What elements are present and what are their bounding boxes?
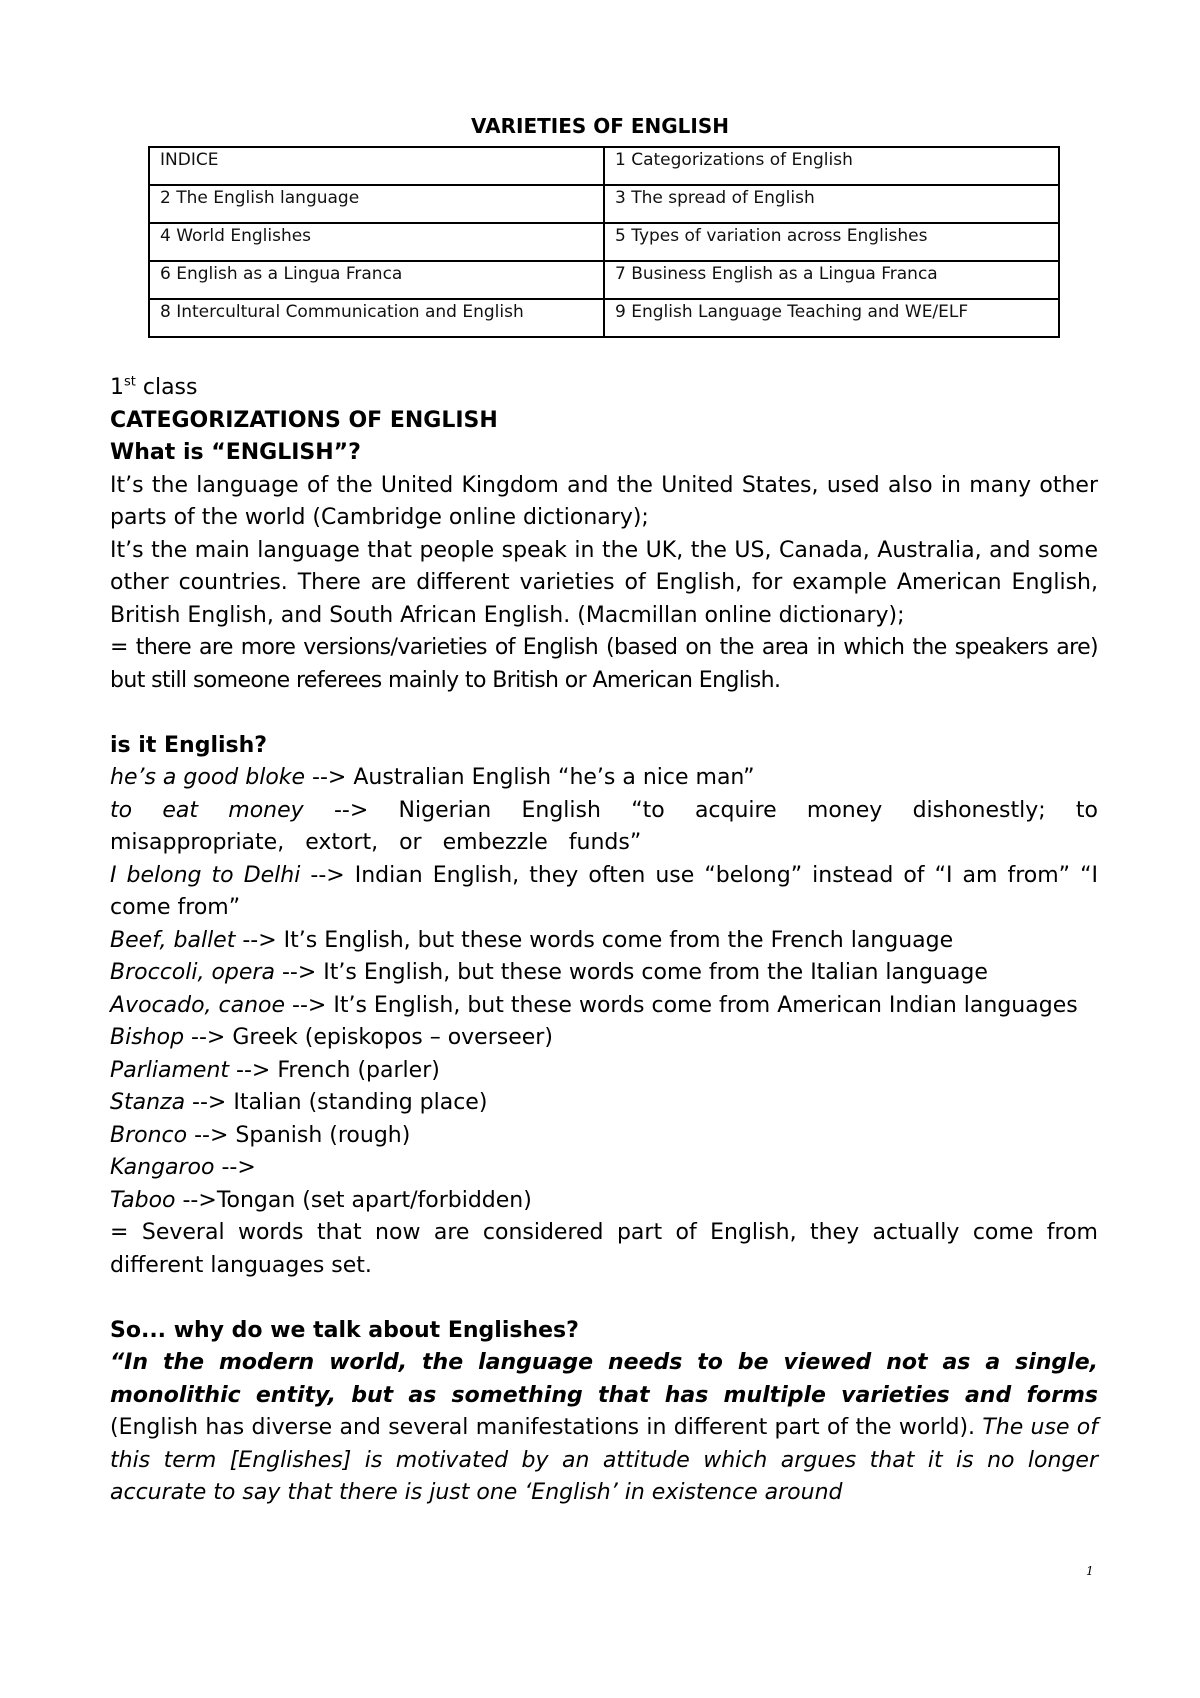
example-item: he’s a good bloke --> Australian English “he’s a nice man” [110, 765, 755, 790]
example-item: to eat money --> Nigerian English “to acquire money dishonestly; to misappropriate, extort, or embezzle funds” [110, 797, 1098, 855]
index-table [148, 146, 1060, 338]
table-cell: 1 Categorizations of English [604, 147, 1059, 185]
table-cell: INDICE [149, 147, 604, 185]
definition-summary: = there are more versions/varieties of English (based on the area in which the speakers are) but still someone referees mainly to British or American English. [110, 635, 1098, 693]
examples-heading: is it English? [110, 732, 268, 758]
section-heading: CATEGORIZATIONS OF ENGLISH [110, 407, 498, 433]
definition-cambridge: It’s the language of the United Kingdom and the United States, used also in many other parts of the world (Cambridge online dictionary); [110, 472, 1098, 530]
example-item: Parliament --> French (parler) [110, 1057, 440, 1083]
example-item: I belong to Delhi --> Indian English, they often use “belong” instead of “I am from” “I come from” [110, 862, 1098, 920]
question-heading: What is “ENGLISH”? [110, 440, 361, 465]
table-cell: 4 World Englishes [149, 223, 604, 261]
document-title: VARIETIES OF ENGLISH [471, 114, 729, 138]
table-row [149, 299, 1059, 337]
page-number: 1 [1086, 1564, 1094, 1578]
table-row [149, 185, 1059, 223]
definition-macmillan: It’s the main language that people speak in the UK, the US, Canada, Australia, and some other countries. There are different varieties of English, for example American English, British English, and South African English. (Macmillan online dictionary); [110, 537, 1098, 628]
table-row [149, 223, 1059, 261]
table-cell: 2 The English language [149, 185, 604, 223]
why-heading: So... why do we talk about Englishes? [110, 1317, 579, 1343]
class-label: 1st class [110, 374, 198, 400]
example-item: Bronco --> Spanish (rough) [110, 1122, 411, 1148]
examples-summary: = Several words that now are considered part of English, they actually come from different languages set. [110, 1220, 1098, 1278]
table-cell: 8 Intercultural Communication and English [149, 299, 604, 337]
table-row [149, 147, 1059, 185]
example-item: Broccoli, opera --> It’s English, but these words come from the Italian language [110, 960, 988, 985]
example-item: Avocado, canoe --> It’s English, but these words come from American Indian languages [110, 992, 1078, 1018]
example-item: Bishop --> Greek (episkopos – overseer) [110, 1025, 553, 1050]
example-item: Beef, ballet --> It’s English, but these words come from the French language [110, 927, 954, 953]
table-cell: 6 English as a Lingua Franca [149, 261, 604, 299]
table-row [149, 261, 1059, 299]
table-cell: 9 English Language Teaching and WE/ELF [604, 299, 1059, 337]
example-item: Taboo -->Tongan (set apart/forbidden) [110, 1187, 532, 1213]
example-item: Kangaroo --> [110, 1155, 256, 1180]
table-cell: 7 Business English as a Lingua Franca [604, 261, 1059, 299]
table-cell: 5 Types of variation across Englishes [604, 223, 1059, 261]
example-item: Stanza --> Italian (standing place) [110, 1090, 488, 1115]
table-cell: 3 The spread of English [604, 185, 1059, 223]
quote-paragraph: “In the modern world, the language needs to be viewed not as a single, monolithic entity, but as something that has multiple varieties and forms (English has diverse and several manifestations in different part of the world). The use of this term [Englishes] is motivated by an attitude which argues that it is no longer accurate to say that there is just one ‘English’ in existence around [110, 1350, 1098, 1505]
document-body [110, 372, 1098, 1510]
